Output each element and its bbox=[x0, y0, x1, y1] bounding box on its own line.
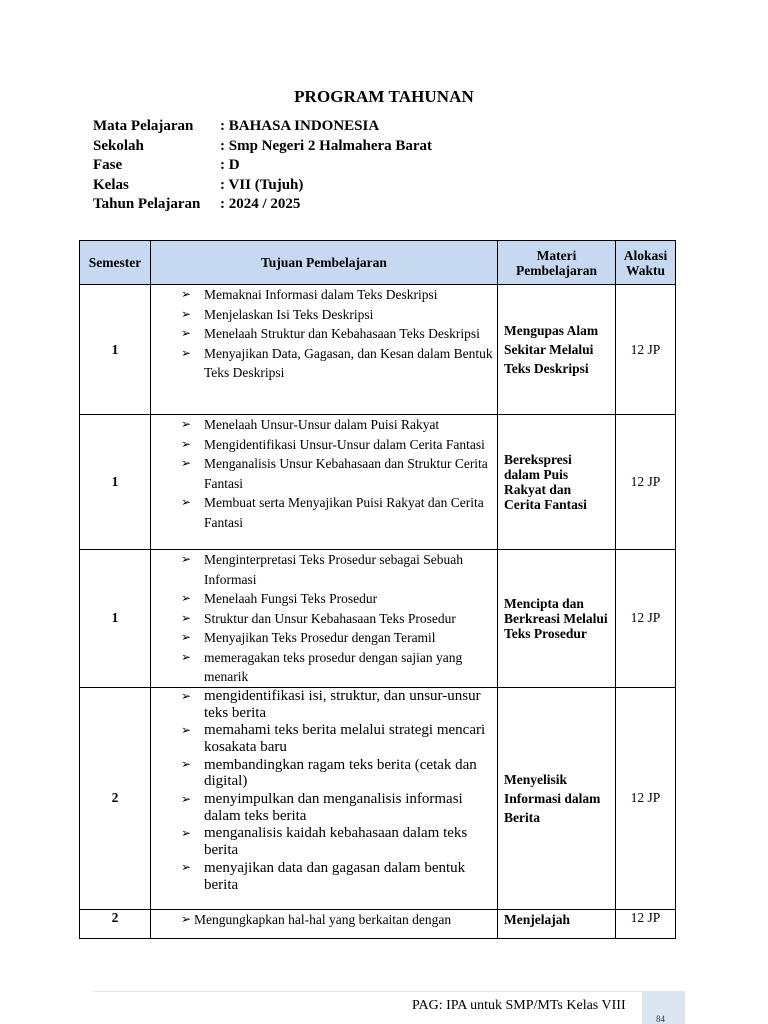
semester-cell: 2 bbox=[80, 909, 151, 938]
tujuan-text: Menelaah Unsur-Unsur dalam Puisi Rakyat bbox=[204, 417, 440, 432]
semester-cell: 1 bbox=[80, 285, 151, 415]
arrowhead-bullet-icon: ➢ bbox=[181, 911, 192, 926]
header-alokasi: Alokasi Waktu bbox=[616, 241, 676, 285]
alokasi-cell: 12 JP bbox=[616, 687, 676, 909]
list-item bbox=[151, 285, 497, 305]
tujuan-text: membandingkan ragam teks berita (cetak dan digital) bbox=[204, 756, 477, 790]
tujuan-text: Memaknai Informasi dalam Teks Deskripsi bbox=[204, 287, 438, 302]
list-item bbox=[151, 648, 497, 687]
arrowhead-bullet-icon: ➢ bbox=[181, 417, 192, 431]
tujuan-cell bbox=[151, 415, 498, 550]
footer-text: PAG: IPA untuk SMP/MTs Kelas VIII bbox=[412, 998, 626, 1013]
list-item bbox=[151, 589, 497, 609]
info-label: Tahun Pelajaran bbox=[93, 196, 201, 212]
tujuan-cell bbox=[151, 687, 498, 909]
tujuan-text: mengidentifikasi isi, struktur, dan unsur-unsur teks berita bbox=[204, 687, 481, 721]
list-item bbox=[151, 910, 497, 930]
tujuan-text: Menelaah Struktur dan Kebahasaan Teks Deskripsi bbox=[204, 326, 480, 341]
info-value: : BAHASA INDONESIA bbox=[220, 118, 380, 134]
info-value: : D bbox=[220, 157, 240, 173]
materi-cell: Mencipta dan Berkreasi Melalui Teks Prosedur bbox=[498, 550, 616, 688]
tujuan-cell bbox=[151, 550, 498, 688]
header-semester: Semester bbox=[80, 241, 151, 285]
arrowhead-bullet-icon: ➢ bbox=[181, 791, 192, 806]
alokasi-cell: 12 JP bbox=[616, 909, 676, 938]
page-number: 84 bbox=[656, 1014, 665, 1024]
materi-cell: Menjelajah bbox=[498, 909, 616, 938]
tujuan-list bbox=[151, 285, 497, 383]
page-title: PROGRAM TAHUNAN bbox=[294, 87, 474, 106]
info-row-school bbox=[93, 137, 432, 157]
tujuan-cell bbox=[151, 285, 498, 415]
list-item bbox=[151, 454, 497, 493]
list-item bbox=[151, 628, 497, 648]
arrowhead-bullet-icon: ➢ bbox=[181, 456, 192, 470]
materi-cell: Menyelisik Informasi dalam Berita bbox=[498, 687, 616, 909]
arrowhead-bullet-icon: ➢ bbox=[181, 436, 192, 451]
info-value: : Smp Negeri 2 Halmahera Barat bbox=[220, 137, 433, 154]
info-value: : VII (Tujuh) bbox=[220, 176, 304, 193]
tujuan-list bbox=[151, 688, 497, 894]
table-row bbox=[80, 285, 676, 415]
list-item bbox=[151, 756, 497, 790]
materi-cell: Mengupas Alam Sekitar Melalui Teks Deskripsi bbox=[498, 285, 616, 415]
tujuan-text: menyimpulkan dan menganalisis informasi dalam teks berita bbox=[204, 791, 463, 824]
arrowhead-bullet-icon: ➢ bbox=[181, 649, 192, 664]
list-item bbox=[151, 435, 497, 455]
alokasi-cell: 12 JP bbox=[616, 415, 676, 550]
tujuan-list bbox=[151, 415, 497, 532]
list-item bbox=[151, 791, 497, 825]
footer-divider bbox=[93, 991, 685, 992]
tujuan-text: Struktur dan Unsur Kebahasaan Teks Prosedur bbox=[204, 610, 456, 626]
list-item bbox=[151, 825, 497, 859]
arrowhead-bullet-icon: ➢ bbox=[181, 345, 192, 360]
arrowhead-bullet-icon: ➢ bbox=[181, 757, 192, 772]
table-header-row bbox=[80, 241, 676, 285]
arrowhead-bullet-icon: ➢ bbox=[181, 326, 192, 340]
table-row bbox=[80, 687, 676, 909]
table-row bbox=[80, 415, 676, 550]
semester-cell: 1 bbox=[80, 415, 151, 550]
tujuan-list bbox=[151, 550, 497, 687]
table-row bbox=[80, 909, 676, 938]
program-table bbox=[79, 240, 676, 939]
tujuan-text: memahami teks berita melalui strategi mencari kosakata baru bbox=[204, 722, 486, 756]
list-item bbox=[151, 722, 497, 756]
list-item bbox=[151, 688, 497, 722]
arrowhead-bullet-icon: ➢ bbox=[181, 630, 192, 644]
alokasi-cell: 12 JP bbox=[616, 550, 676, 688]
list-item bbox=[151, 344, 497, 383]
tujuan-text: Mengidentifikasi Unsur-Unsur dalam Cerita Fantasi bbox=[204, 436, 485, 452]
arrowhead-bullet-icon: ➢ bbox=[181, 722, 192, 737]
tujuan-text: Mengungkapkan hal-hal yang berkaitan dengan bbox=[194, 911, 452, 927]
info-row-class bbox=[93, 176, 432, 196]
tujuan-text: memeragakan teks prosedur dengan sajian yang menarik bbox=[204, 649, 463, 684]
header-materi: Materi Pembelajaran bbox=[498, 241, 616, 285]
info-label: Kelas bbox=[93, 176, 129, 193]
info-row-phase bbox=[93, 156, 432, 176]
table-row bbox=[80, 550, 676, 688]
info-row-subject bbox=[93, 117, 432, 137]
info-row-year bbox=[93, 195, 432, 215]
list-item bbox=[151, 415, 497, 435]
tujuan-text: Menganalisis Unsur Kebahasaan dan Struktur Cerita Fantasi bbox=[204, 456, 488, 491]
course-info bbox=[93, 117, 432, 215]
info-value: : 2024 / 2025 bbox=[220, 196, 301, 212]
list-item bbox=[151, 305, 497, 325]
tujuan-text: menyajikan data dan gagasan dalam bentuk berita bbox=[204, 859, 466, 893]
tujuan-text: Menelaah Fungsi Teks Prosedur bbox=[204, 591, 378, 606]
arrowhead-bullet-icon: ➢ bbox=[181, 688, 192, 703]
tujuan-list bbox=[151, 910, 497, 930]
info-label: Mata Pelajaran bbox=[93, 118, 194, 134]
tujuan-text: Membuat serta Menyajikan Puisi Rakyat dan Cerita Fantasi bbox=[204, 495, 484, 530]
alokasi-cell: 12 JP bbox=[616, 285, 676, 415]
list-item bbox=[151, 324, 497, 344]
header-tujuan: Tujuan Pembelajaran bbox=[151, 241, 498, 285]
tujuan-text: Menyajikan Data, Gagasan, dan Kesan dalam Bentuk Teks Deskripsi bbox=[204, 345, 493, 380]
arrowhead-bullet-icon: ➢ bbox=[181, 306, 192, 321]
tujuan-text: Menyajikan Teks Prosedur dengan Teramil bbox=[204, 630, 436, 645]
semester-cell: 2 bbox=[80, 687, 151, 909]
arrowhead-bullet-icon: ➢ bbox=[181, 591, 192, 605]
tujuan-text: Menginterpretasi Teks Prosedur sebagai Sebuah Informasi bbox=[204, 552, 463, 587]
tujuan-cell bbox=[151, 909, 498, 938]
arrowhead-bullet-icon: ➢ bbox=[181, 826, 192, 840]
list-item bbox=[151, 609, 497, 629]
list-item bbox=[151, 550, 497, 589]
materi-cell: Berekspresi dalam Puis Rakyat dan Cerita Fantasi bbox=[498, 415, 616, 550]
info-label: Fase bbox=[93, 157, 123, 173]
page-number-box bbox=[642, 992, 685, 1024]
arrowhead-bullet-icon: ➢ bbox=[181, 552, 192, 566]
info-label: Sekolah bbox=[93, 137, 144, 154]
tujuan-text: Menjelaskan Isi Teks Deskripsi bbox=[204, 306, 374, 322]
arrowhead-bullet-icon: ➢ bbox=[181, 860, 192, 875]
arrowhead-bullet-icon: ➢ bbox=[181, 287, 192, 301]
semester-cell: 1 bbox=[80, 550, 151, 688]
list-item bbox=[151, 493, 497, 532]
arrowhead-bullet-icon: ➢ bbox=[181, 495, 192, 509]
list-item bbox=[151, 859, 497, 893]
tujuan-text: menganalisis kaidah kebahasaan dalam teks berita bbox=[204, 825, 468, 859]
arrowhead-bullet-icon: ➢ bbox=[181, 610, 192, 625]
